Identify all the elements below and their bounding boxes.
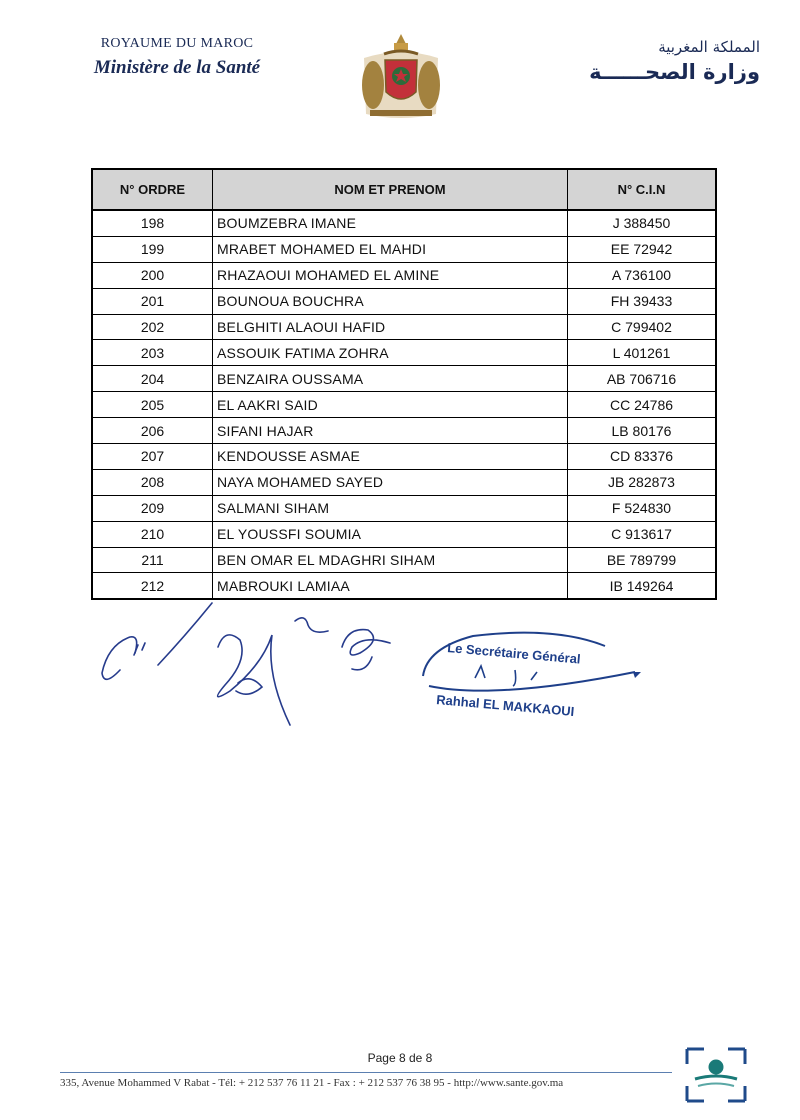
table-row — [92, 366, 716, 392]
footer-address: 335, Avenue Mohammed V Rabat - Tél: + 212 537 76 11 21 - Fax : + 212 537 76 38 95 - http://www.sante.gov.ma — [60, 1077, 564, 1089]
cell-full-name: BOUNOUA BOUCHRA — [213, 288, 568, 314]
cell-full-name: SALMANI SIHAM — [213, 495, 568, 521]
cell-cin: F 524830 — [568, 495, 717, 521]
stamp-name: Rahhal EL MAKKAOUI — [435, 692, 575, 720]
cell-full-name: BENZAIRA OUSSAMA — [213, 366, 568, 392]
cell-order-number: 205 — [92, 392, 213, 418]
cell-full-name: RHAZAOUI MOHAMED EL AMINE — [213, 262, 568, 288]
cell-full-name: NAYA MOHAMED SAYED — [213, 469, 568, 495]
cell-cin: AB 706716 — [568, 366, 717, 392]
cell-cin: EE 72942 — [568, 236, 717, 262]
coat-of-arms-emblem — [356, 30, 446, 122]
col-header-name: NOM ET PRENOM — [213, 169, 568, 210]
cell-cin: CC 24786 — [568, 392, 717, 418]
cell-order-number: 206 — [92, 418, 213, 444]
cell-cin: C 799402 — [568, 314, 717, 340]
cell-cin: LB 80176 — [568, 418, 717, 444]
header-right — [560, 38, 760, 84]
cell-order-number: 199 — [92, 236, 213, 262]
cell-order-number: 211 — [92, 547, 213, 573]
table-row — [92, 392, 716, 418]
table-row — [92, 469, 716, 495]
table-row — [92, 521, 716, 547]
cell-full-name: MRABET MOHAMED EL MAHDI — [213, 236, 568, 262]
table-row — [92, 236, 716, 262]
kingdom-name-fr: ROYAUME DU MAROC — [100, 36, 254, 51]
cell-order-number: 210 — [92, 521, 213, 547]
ministry-logo-icon — [684, 1046, 748, 1104]
table-row — [92, 262, 716, 288]
cell-order-number: 200 — [92, 262, 213, 288]
col-header-order: N° ORDRE — [92, 169, 213, 210]
candidates-table — [91, 168, 717, 600]
kingdom-name-ar: المملكة المغربية — [658, 38, 760, 56]
ministry-name-fr: Ministère de la Santé — [93, 57, 261, 78]
cell-full-name: EL YOUSSFI SOUMIA — [213, 521, 568, 547]
cell-cin: J 388450 — [568, 210, 717, 236]
col-header-cin: N° C.I.N — [568, 169, 717, 210]
cell-cin: FH 39433 — [568, 288, 717, 314]
cell-cin: BE 789799 — [568, 547, 717, 573]
cell-cin: C 913617 — [568, 521, 717, 547]
footer-divider — [60, 1072, 672, 1073]
cell-order-number: 203 — [92, 340, 213, 366]
table-row — [92, 340, 716, 366]
page-number: Page 8 de 8 — [367, 1051, 433, 1065]
secretary-general-stamp — [415, 628, 645, 728]
cell-cin: CD 83376 — [568, 444, 717, 470]
table-row — [92, 314, 716, 340]
cell-order-number: 201 — [92, 288, 213, 314]
cell-order-number: 207 — [92, 444, 213, 470]
cell-full-name: SIFANI HAJAR — [213, 418, 568, 444]
cell-order-number: 212 — [92, 573, 213, 599]
cell-cin: A 736100 — [568, 262, 717, 288]
cell-cin: L 401261 — [568, 340, 717, 366]
stamp-title: Le Secrétaire Général — [446, 640, 582, 667]
table-header-row — [92, 169, 716, 210]
table-row — [92, 288, 716, 314]
table-row — [92, 444, 716, 470]
cell-cin: JB 282873 — [568, 469, 717, 495]
ministry-name-ar: وزارة الصحــــــة — [589, 60, 760, 84]
cell-order-number: 202 — [92, 314, 213, 340]
cell-full-name: EL AAKRI SAID — [213, 392, 568, 418]
cell-full-name: MABROUKI LAMIAA — [213, 573, 568, 599]
cell-full-name: ASSOUIK FATIMA ZOHRA — [213, 340, 568, 366]
cell-order-number: 209 — [92, 495, 213, 521]
cell-full-name: BELGHITI ALAOUI HAFID — [213, 314, 568, 340]
table-row — [92, 210, 716, 236]
cell-full-name: BEN OMAR EL MDAGHRI SIHAM — [213, 547, 568, 573]
table-row — [92, 495, 716, 521]
cell-order-number: 208 — [92, 469, 213, 495]
cell-full-name: BOUMZEBRA IMANE — [213, 210, 568, 236]
table-row — [92, 547, 716, 573]
header-left — [62, 36, 292, 79]
table-row — [92, 418, 716, 444]
cell-cin: IB 149264 — [568, 573, 717, 599]
cell-full-name: KENDOUSSE ASMAE — [213, 444, 568, 470]
cell-order-number: 204 — [92, 366, 213, 392]
cell-order-number: 198 — [92, 210, 213, 236]
